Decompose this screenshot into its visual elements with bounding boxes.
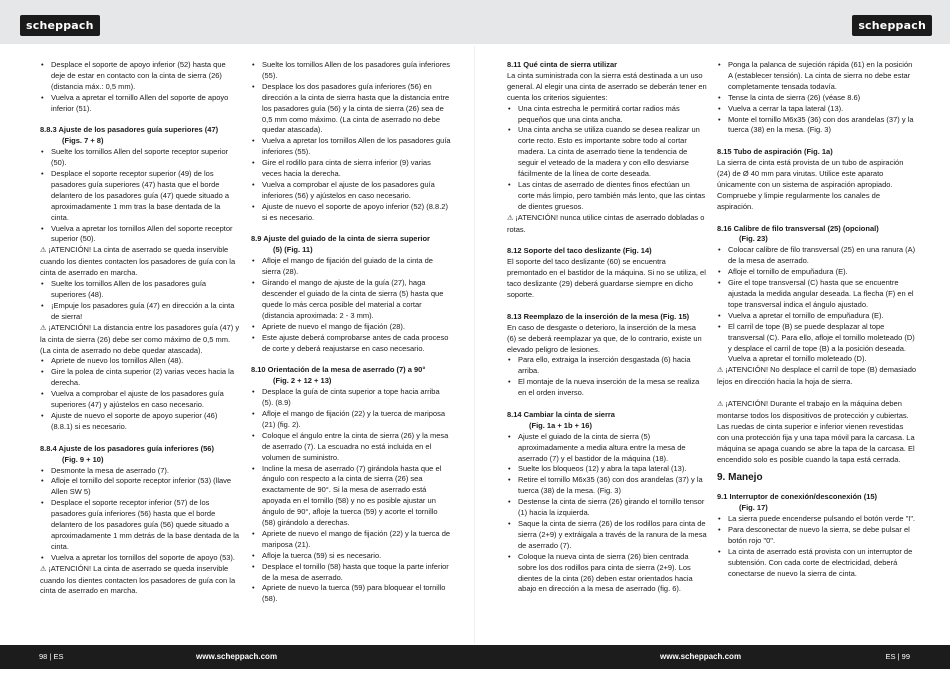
warning-note: ⚠ ¡ATENCIÓN! La cinta de aserrado se queda inservible cuando los dientes contacten los pasadores de guía con la cinta de aserrado en marcha. xyxy=(40,563,236,596)
section-heading-8-13: 8.13 Reemplazo de la inserción de la mesa (Fig. 15) xyxy=(507,311,690,321)
bullet-list xyxy=(251,256,451,354)
list-item: • Suelte los tornillos Allen de los pasadores guía superiores (48). xyxy=(40,279,240,301)
list-item: • Girando el mango de ajuste de la guía (27), haga descender el guiado de la cinta de sierra (5) hasta que quede lo más cerca posible del material a cortar (distancia aproximada: 2 - 3 mm). xyxy=(251,278,451,322)
list-item: • Desplace el soporte receptor inferior (57) de los pasadores guía inferiores (56) hasta que el borde delantero de los pasadores guía (56) quede situado a aproximadamente 1 mm detrás de la base dentada de la cinta. xyxy=(40,498,240,553)
list-item: • Vuelva a comprobar el ajuste de los pasadores guía superiores (47) y ajústelos en caso necesario. xyxy=(40,389,240,411)
paragraph: La sierra de cinta está provista de un tubo de aspiración (24) de Ø 40 mm para virutas. Utilice este aparato únicamente con un sistema de aspiración apropiado. Compruebe y limpie regularmente los canales de aspiración. xyxy=(717,158,904,211)
page-number-right: ES | 99 xyxy=(885,652,910,661)
warning-icon: ⚠ xyxy=(40,324,47,332)
list-item: • Ponga la palanca de sujeción rápida (61) en la posición A (establecer tensión). La cinta de sierra no debe estar completamente tensada todavía. xyxy=(717,60,917,93)
list-item: • Desmonte la mesa de aserrado (7). xyxy=(40,466,240,477)
list-item: • Retire el tornillo M6x35 (36) con dos arandelas (37) y la tuerca (38) de la mesa. (Fig. 3) xyxy=(507,475,707,497)
section-heading-8-9: 8.9 Ajuste del guiado de la cinta de sierra superior (5) (Fig. 11) xyxy=(251,234,430,255)
list-item: • Este ajuste deberá comprobarse antes de cada proceso de corte y deberá reajustarse en caso necesario. xyxy=(251,333,451,355)
column-4 xyxy=(717,60,917,580)
list-item: • Afloje el mango de fijación del guiado de la cinta de sierra (28). xyxy=(251,256,451,278)
list-item: • Desplace la guía de cinta superior a tope hacia arriba (5). (8.9) xyxy=(251,387,451,409)
list-item: • Gire el tope transversal (C) hasta que se encuentre ajustada la medida angular deseada. La flecha (F) en el tope transversal indica el ángulo ajustado. xyxy=(717,278,917,311)
website-link-right[interactable]: www.scheppach.com xyxy=(660,652,742,661)
list-item: • Desplace el soporte de apoyo inferior (52) hasta que deje de estar en contacto con la cinta de sierra (26) (distancia máx.: 0,5 mm). xyxy=(40,60,240,93)
list-item: • Vuelva a apretar el tornillo de empuñadura (E). xyxy=(717,311,917,322)
bullet-list xyxy=(507,432,707,596)
list-item: • El montaje de la nueva inserción de la mesa se realiza en el orden inverso. xyxy=(507,377,707,399)
warning-icon: ⚠ xyxy=(40,565,47,573)
list-item: • Afloje la tuerca (59) si es necesario. xyxy=(251,551,451,562)
warning-note: ⚠ ¡ATENCIÓN! La cinta de aserrado se queda inservible cuando los dientes contacten los pasadores de guía con la cinta de aserrado en marcha. xyxy=(40,245,236,278)
list-item: • La sierra puede encenderse pulsando el botón verde "I". xyxy=(717,514,917,525)
list-item: • Una cinta estrecha le permitirá cortar radios más pequeños que una cinta ancha. xyxy=(507,104,707,126)
bullet-list xyxy=(40,466,240,564)
bullet-list xyxy=(40,356,240,432)
bullet-list xyxy=(40,60,240,115)
list-item: • Vuelva a apretar los tornillos del soporte de apoyo (53). xyxy=(40,553,240,564)
warning-icon: ⚠ xyxy=(507,214,514,222)
list-item: • Coloque la nueva cinta de sierra (26) bien centrada sobre los dos rodillos para cinta de sierra (2+9). Los dientes de la cinta (26) deben estar orientados hacia abajo en dirección a la mesa de aserrado (fig. 6). xyxy=(507,552,707,596)
list-item: • Coloque el ángulo entre la cinta de sierra (26) y la mesa de aserrado (7). La escuadra no está incluida en el volumen de suministro. xyxy=(251,431,451,464)
list-item: • Vuelva a apretar los tornillos Allen de los pasadores guía inferiores (55). xyxy=(251,136,451,158)
bullet-list xyxy=(251,60,451,224)
bullet-list xyxy=(507,104,707,213)
list-item: • Afloje el mango de fijación (22) y la tuerca de mariposa (21) (fig. 2). xyxy=(251,409,451,431)
list-item: • Apriete de nuevo el mango de fijación (28). xyxy=(251,322,451,333)
paragraph: La cinta suministrada con la sierra está destinada a un uso general. Al elegir una cinta de aserrado se deberán tener en cuenta los criterios siguientes: xyxy=(507,70,707,102)
warning-icon: ⚠ xyxy=(40,247,47,255)
list-item: • Vuelva a apretar los tornillos Allen del soporte receptor superior (50). xyxy=(40,224,240,246)
list-item: • La cinta de aserrado está provista con un interruptor de subtensión. Con cada corte de electricidad, deberá conectarse de nuevo la sierra de cinta. xyxy=(717,547,917,580)
warning-icon: ⚠ xyxy=(717,401,724,409)
list-item: • Apriete de nuevo los tornillos Allen (48). xyxy=(40,356,240,367)
list-item: • Para ello, extraiga la inserción desgastada (6) hacia arriba. xyxy=(507,355,707,377)
list-item: • Desplace el tornillo (58) hasta que toque la parte inferior de la mesa de aserrado. xyxy=(251,562,451,584)
list-item: • Monte el tornillo M6x35 (36) con dos arandelas (37) y la tuerca (38) en la mesa. (Fig. 3) xyxy=(717,115,917,137)
section-heading-8-8-3: 8.8.3 Ajuste de los pasadores guía superiores (47) (Figs. 7 + 8) xyxy=(40,125,219,146)
list-item: • Vuelva a apretar el tornillo Allen del soporte de apoyo inferior (51). xyxy=(40,93,240,115)
list-item: • Desplace el soporte receptor superior (49) de los pasadores guía superiores (47) hasta que el borde delantero de los pasadores guía (47) quede situado a aproximadamente 1 mm tras la base dentada de la cinta. xyxy=(40,169,240,224)
brand-logo-left: scheppach xyxy=(20,15,100,36)
bullet-list xyxy=(717,60,917,136)
page-number-left: 98 | ES xyxy=(39,652,64,661)
list-item: • Apriete de nuevo la tuerca (59) para bloquear el tornillo (58). xyxy=(251,583,451,605)
section-heading-8-16: 8.16 Calibre de filo transversal (25) (opcional) (Fig. 23) xyxy=(717,223,879,244)
column-2 xyxy=(251,60,451,605)
bullet-list xyxy=(40,147,240,245)
paragraph: El soporte del taco deslizante (60) se encuentra premontado en el bastidor de la máquina. Si no se utiliza, el taco deslizante (29) deberá guardarse siempre en dicho soporte. xyxy=(507,257,706,300)
warning-note: ⚠ ¡ATENCIÓN! La distancia entre los pasadores guía (47) y la cinta de sierra (26) debe ser como máximo de 0,5 mm. xyxy=(40,322,240,344)
list-item: • Afloje el tornillo del soporte receptor inferior (53) (llave Allen SW 5) xyxy=(40,476,240,498)
list-item: • Ajuste el guiado de la cinta de sierra (5) aproximadamente a media altura entre la mesa de aserrado (7) y el bastidor de la máquina (18). xyxy=(507,432,707,465)
list-item: • Incline la mesa de aserrado (7) girándola hasta que el ángulo con respecto a la cinta de sierra (26) sea exactamente de 90°. Si la mesa de aserrado está apoyada en el tornillo (58) y no es posible ajustar un ángulo de 90°, afloje la tuerca (59) y acorte el tornillo (58) girándolo a derechas. xyxy=(251,464,451,529)
list-item: • Suelte los tornillos Allen de los pasadores guía inferiores (55). xyxy=(251,60,451,82)
list-item: • Gire el rodillo para cinta de sierra inferior (9) varias veces hacia la derecha. xyxy=(251,158,451,180)
page-fold xyxy=(474,46,475,644)
header-band xyxy=(0,0,950,44)
column-1 xyxy=(40,60,240,597)
section-heading-9-1: 9.1 Interruptor de conexión/desconexión (15) (Fig. 17) xyxy=(717,492,878,513)
bullet-list xyxy=(507,355,707,399)
section-heading-8-14: 8.14 Cambiar la cinta de sierra (Fig. 1a + 1b + 16) xyxy=(507,409,615,430)
footer-band xyxy=(0,645,950,669)
list-item: • Suelte los bloqueos (12) y abra la tapa lateral (13). xyxy=(507,464,707,475)
list-item: • Vuelva a comprobar el ajuste de los pasadores guía inferiores (56) y ajústelos en caso necesario. xyxy=(251,180,451,202)
list-item: • Suelte los tornillos Allen del soporte receptor superior (50). xyxy=(40,147,240,169)
list-item: • Apriete de nuevo el mango de fijación (22) y la tuerca de mariposa (21). xyxy=(251,529,451,551)
list-item: • Las cintas de aserrado de dientes finos efectúan un corte más limpio, pero también más lento, que las cintas de dientes gruesos. xyxy=(507,180,707,213)
list-item: • Destense la cinta de sierra (26) girando el tornillo tensor (1) hacia la izquierda. xyxy=(507,497,707,519)
section-heading-8-15: 8.15 Tubo de aspiración (Fig. 1a) xyxy=(717,147,833,157)
list-item: • Ajuste de nuevo el soporte de apoyo inferior (52) (8.8.2) si es necesario. xyxy=(251,202,451,224)
list-item: • El carril de tope (B) se puede desplazar al tope transversal (C). Para ello, afloje el tornillo moleteado (D) y desplace el carril de tope (B) a la posición deseada. Vuelva a apretar el tornillo moleteado (D). xyxy=(717,322,917,366)
list-item: • ¡Empuje los pasadores guía (47) en dirección a la cinta de sierra! xyxy=(40,301,240,323)
note-text: (La cinta de aserrado no debe quedar atascada). xyxy=(40,345,203,355)
list-item: • Saque la cinta de sierra (26) de los rodillos para cinta de sierra (2+9) y extráigala a través de la ranura de la mesa de aserrado (7). xyxy=(507,519,707,552)
bullet-list xyxy=(717,514,917,579)
list-item: • Colocar calibre de filo transversal (25) en una ranura (A) de la mesa de aserrado. xyxy=(717,245,917,267)
chapter-heading-9: 9. Manejo xyxy=(717,472,763,484)
bullet-list xyxy=(40,279,240,323)
warning-icon: ⚠ xyxy=(717,367,724,375)
list-item: • Para desconectar de nuevo la sierra, se debe pulsar el botón rojo "0". xyxy=(717,525,917,547)
paragraph: En caso de desgaste o deterioro, la inserción de la mesa (6) se deberá reemplazar ya que, de lo contrario, existe un elevado peligro de lesiones. xyxy=(507,322,702,354)
list-item: • Una cinta ancha se utiliza cuando se desea realizar un corte recto. Esto es importante sobre todo al cortar madera. La cinta de aserrado tiene la tendencia de seguir el veteado de la madera y con ello desviarse fácilmente de la línea de corte deseada. xyxy=(507,125,707,180)
warning-note: ⚠ ¡ATENCIÓN! nunca utilice cintas de aserrado dobladas o rotas. xyxy=(507,212,705,234)
section-heading-8-11: 8.11 Qué cinta de sierra utilizar xyxy=(507,60,618,69)
section-heading-8-10: 8.10 Orientación de la mesa de aserrado (7) a 90° (Fig. 2 + 12 + 13) xyxy=(251,365,426,386)
warning-note: ⚠ ¡ATENCIÓN! No desplace el carril de tope (B) demasiado lejos en dirección hacia la hoja de sierra. xyxy=(717,365,917,387)
list-item: • Tense la cinta de sierra (26) (véase 8.6) xyxy=(717,93,917,104)
website-link-left[interactable]: www.scheppach.com xyxy=(196,652,278,661)
list-item: • Desplace los dos pasadores guía inferiores (56) en dirección a la cinta de sierra hasta que la distancia entre los pasadores guía (56) y la cinta de sierra (26) sea de 0,5 mm como máximo. (La cinta de aserrado no debe quedar atascada). xyxy=(251,82,451,137)
warning-note: ⚠ ¡ATENCIÓN! Durante el trabajo en la máquina deben montarse todos los dispositivos de protección y cubiertas. Las ruedas de cinta superior e inferior vienen revestidas con una protección fija y una tapa móvil para la carcasa. La máquina se apaga cuando se abre la tapa de la carcasa. El encendido solo es posible cuando la tapa está cerrada. xyxy=(717,399,915,464)
brand-logo-right: scheppach xyxy=(852,15,932,36)
section-heading-8-8-4: 8.8.4 Ajuste de los pasadores guía inferiores (56) (Fig. 9 + 10) xyxy=(40,443,214,464)
list-item: • Afloje el tornillo de empuñadura (E). xyxy=(717,267,917,278)
section-heading-8-12: 8.12 Soporte del taco deslizante (Fig. 14) xyxy=(507,246,652,256)
list-item: • Ajuste de nuevo el soporte de apoyo superior (46) (8.8.1) si es necesario. xyxy=(40,411,240,433)
column-3 xyxy=(507,60,707,595)
list-item: • Gire la polea de cinta superior (2) varias veces hacia la derecha. xyxy=(40,367,240,389)
list-item: • Vuelva a cerrar la tapa lateral (13). xyxy=(717,104,917,115)
bullet-list xyxy=(717,245,917,365)
bullet-list xyxy=(251,387,451,605)
